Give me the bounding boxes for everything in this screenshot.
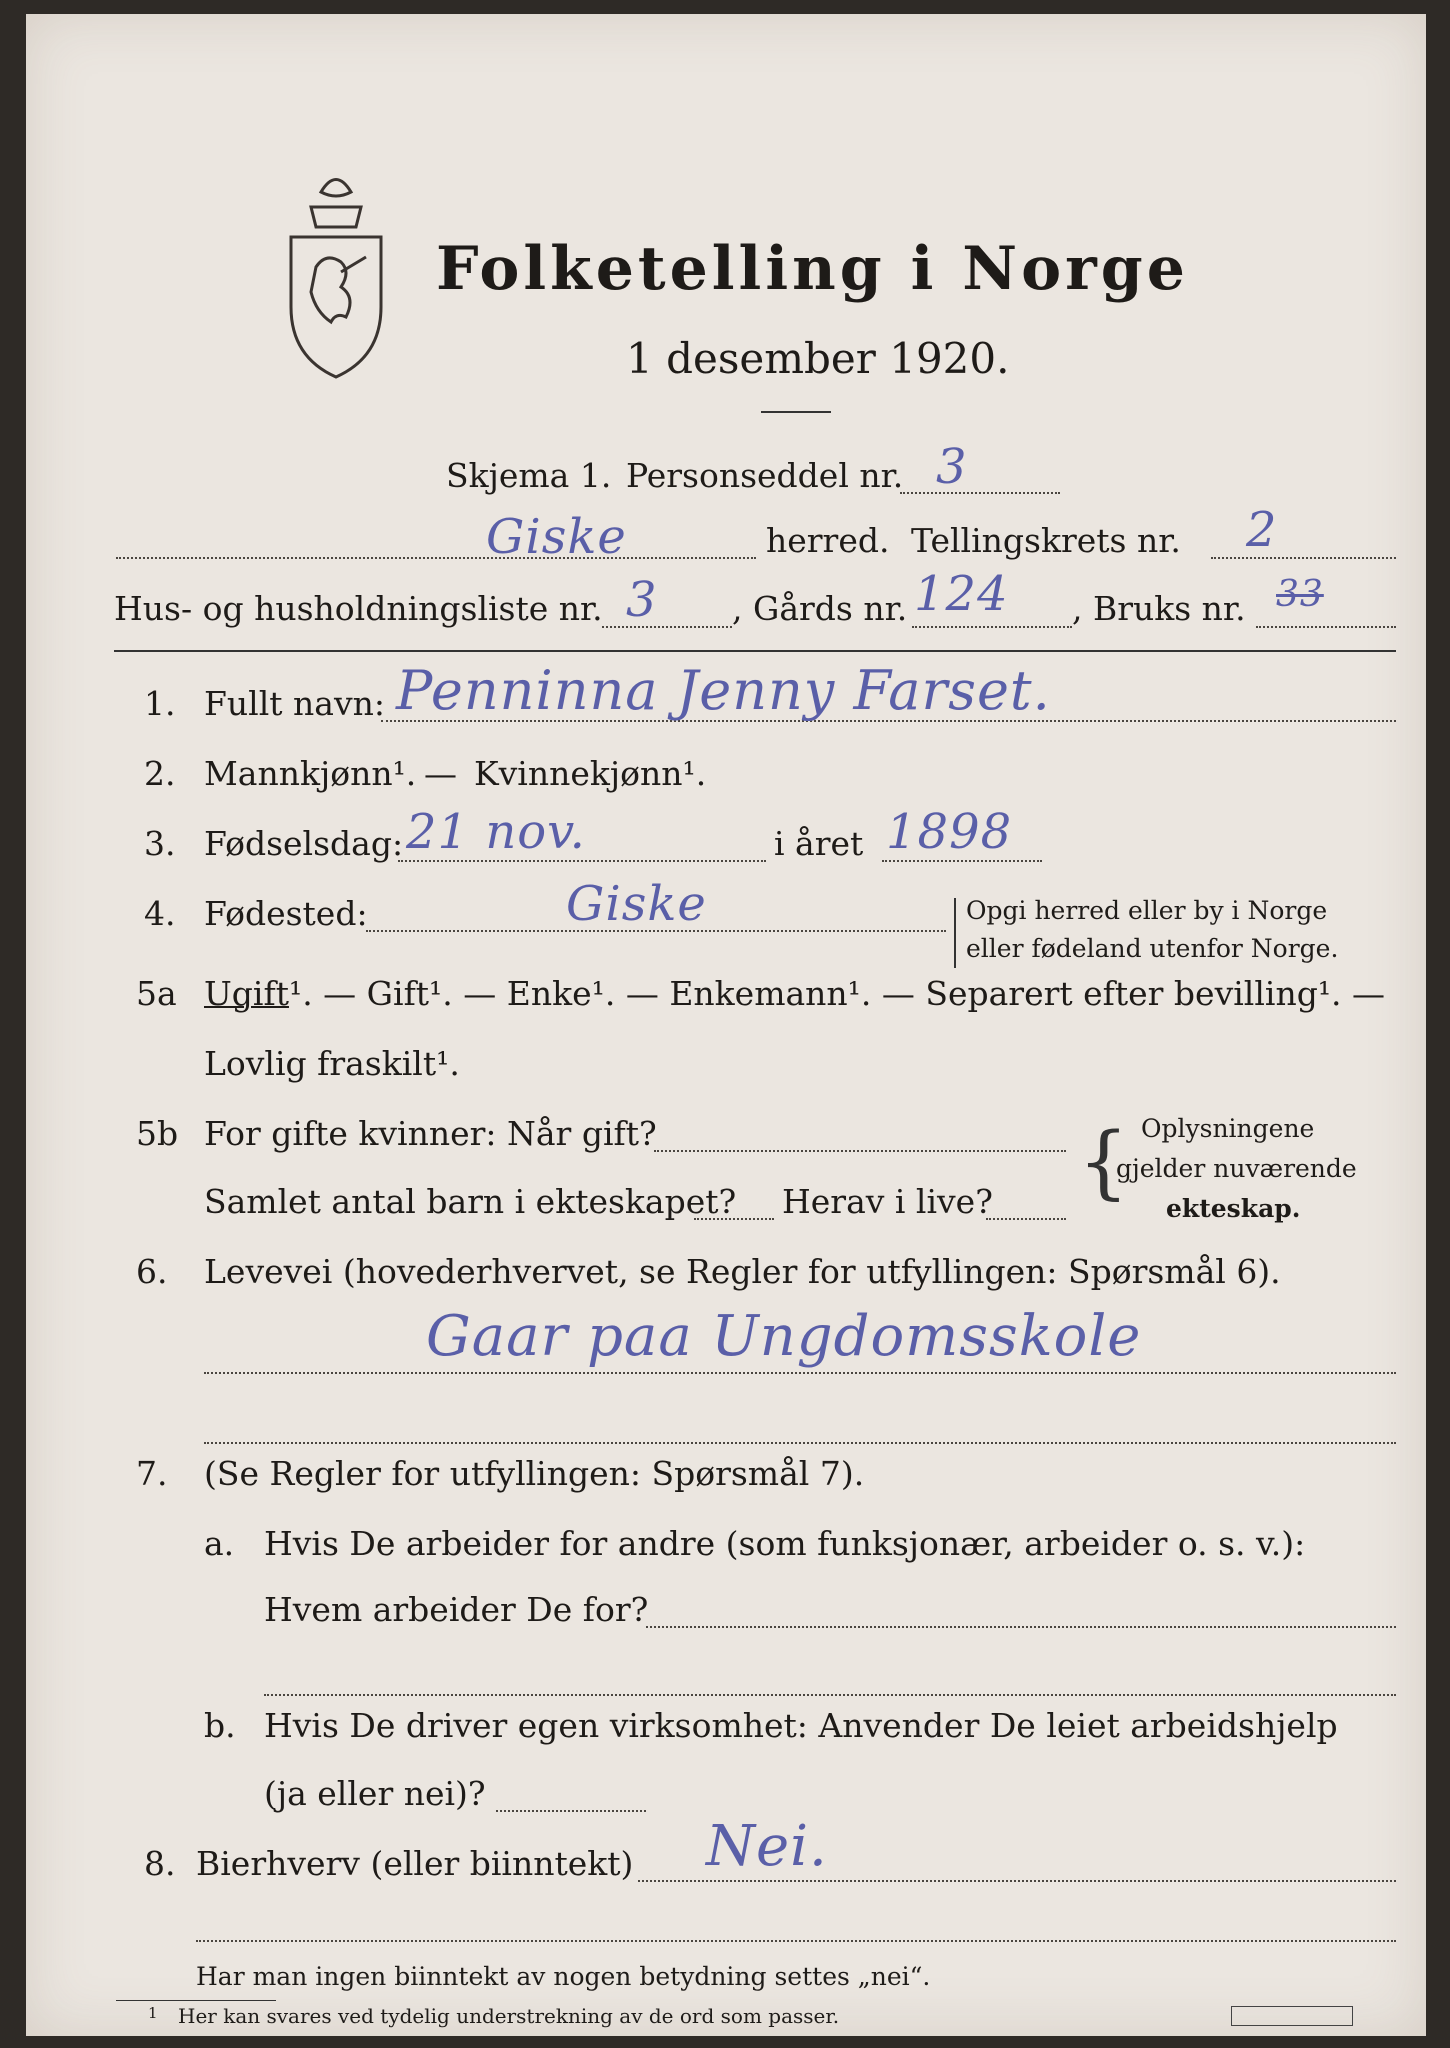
- q2-number: 2.: [144, 754, 176, 793]
- birth-year-value[interactable]: 1898: [886, 804, 1013, 860]
- q2-separator: —: [424, 754, 457, 793]
- q7a-line2: Hvem arbeider De for?: [264, 1590, 649, 1629]
- q8-note: Har man ingen biinntekt av nogen betydning settes „nei“.: [196, 1962, 931, 1991]
- schema-label: Skjema 1.: [446, 456, 612, 495]
- q7a-answer-line2: [264, 1694, 1396, 1696]
- birthplace-value[interactable]: Giske: [566, 876, 707, 932]
- q7b-answer-line: [496, 1810, 646, 1812]
- q5b-note-brace: {: [1078, 1115, 1129, 1208]
- q5a-ugift-option[interactable]: Ugift: [204, 974, 289, 1013]
- footnote-rule: [116, 2000, 276, 2001]
- q5b-note-line2: gjelder nuværende: [1116, 1154, 1357, 1183]
- full-name-value[interactable]: Penninna Jenny Farset.: [396, 659, 1051, 722]
- q5b-note-line3: ekteskap.: [1166, 1194, 1301, 1223]
- census-date: 1 desember 1920.: [626, 334, 1010, 383]
- q1-number: 1.: [144, 684, 176, 723]
- q6-label: Levevei (hovederhvervet, se Regler for utfyllingen: Spørsmål 6).: [204, 1252, 1281, 1291]
- q8-label: Bierhverv (eller biinntekt): [196, 1844, 634, 1883]
- norway-lion-crest-icon: [281, 162, 391, 382]
- herred-value[interactable]: Giske: [486, 509, 627, 565]
- q5b-note-line1: Oplysningene: [1141, 1114, 1315, 1143]
- birthday-value[interactable]: 21 nov.: [406, 804, 586, 860]
- gards-value[interactable]: 124: [914, 566, 1009, 622]
- q7-number: 7.: [136, 1454, 168, 1493]
- gards-line: [912, 626, 1072, 628]
- bruks-label: , Bruks nr.: [1072, 589, 1246, 628]
- tellingskrets-line: [1211, 557, 1396, 559]
- herred-label: herred.: [766, 521, 890, 560]
- q7-label: (Se Regler for utfyllingen: Spørsmål 7).: [204, 1454, 865, 1493]
- q4-note-bracket: [954, 898, 956, 968]
- q5a-number: 5a: [136, 974, 177, 1013]
- herred-line: [116, 557, 756, 559]
- q7b-line1: Hvis De driver egen virksomhet: Anvender De leiet arbeidshjelp: [264, 1706, 1338, 1745]
- census-form-sheet: [26, 14, 1426, 2036]
- q4-note-line2: eller fødeland utenfor Norge.: [966, 934, 1339, 963]
- q4-number: 4.: [144, 894, 176, 933]
- q5b-alive-label: Herav i live?: [782, 1182, 993, 1221]
- q3-year-line: [882, 860, 1042, 862]
- q3-line: [398, 860, 766, 862]
- q3-year-label: i året: [774, 824, 864, 863]
- footnote-marker: 1: [148, 2004, 158, 2022]
- q8-number: 8.: [144, 1844, 176, 1883]
- q5b-married-line: [654, 1150, 1066, 1152]
- printer-stamp: [1231, 2006, 1353, 2026]
- q6-line1: [204, 1372, 1396, 1374]
- hus-label: Hus- og husholdningsliste nr.: [114, 589, 603, 628]
- q7a-letter: a.: [204, 1524, 235, 1563]
- form-title: Folketelling i Norge: [436, 234, 1189, 304]
- q7a-line1: Hvis De arbeider for andre (som funksjonær, arbeider o. s. v.):: [264, 1524, 1306, 1563]
- header-rule: [114, 650, 1396, 652]
- q3-label: Fødselsdag:: [204, 824, 404, 863]
- bruks-value[interactable]: 33: [1276, 574, 1324, 615]
- q5a-line2[interactable]: Lovlig fraskilt¹.: [204, 1044, 460, 1083]
- footnote-text: Her kan svares ved tydelig understrekning av de ord som passer.: [178, 2004, 840, 2028]
- q5b-children-label: Samlet antal barn i ekteskapet?: [204, 1182, 737, 1221]
- q1-label: Fullt navn:: [204, 684, 385, 723]
- bruks-line: [1256, 626, 1396, 628]
- q8-line: [638, 1880, 1396, 1882]
- q5b-children-line: [694, 1218, 774, 1220]
- q2-mann[interactable]: Mannkjønn¹.: [204, 754, 417, 793]
- personseddel-label: Personseddel nr.: [626, 456, 904, 495]
- q2-kvinne[interactable]: Kvinnekjønn¹.: [474, 754, 707, 793]
- q7b-line2: (ja eller nei)?: [264, 1774, 486, 1813]
- q3-number: 3.: [144, 824, 176, 863]
- q5b-label: For gifte kvinner: Når gift?: [204, 1114, 657, 1153]
- q4-label: Fødested:: [204, 894, 368, 933]
- q5a-options: [204, 974, 1385, 1013]
- q5b-alive-line: [986, 1218, 1066, 1220]
- occupation-value[interactable]: Gaar paa Ungdomsskole: [426, 1304, 1142, 1369]
- q5b-number: 5b: [136, 1114, 179, 1153]
- tellingskrets-value[interactable]: 2: [1246, 502, 1278, 558]
- q8-line2: [196, 1940, 1396, 1942]
- title-divider: [761, 411, 831, 413]
- q4-note-line1: Opgi herred eller by i Norge: [966, 896, 1328, 925]
- secondary-income-value[interactable]: Nei.: [706, 1814, 828, 1879]
- q5a-other-options[interactable]: ¹. — Gift¹. — Enke¹. — Enkemann¹. — Separert efter bevilling¹. —: [288, 974, 1386, 1013]
- q6-number: 6.: [136, 1252, 168, 1291]
- hus-value[interactable]: 3: [626, 572, 658, 628]
- personseddel-line: [900, 492, 1060, 494]
- q6-line2: [204, 1442, 1396, 1444]
- hus-line: [602, 626, 732, 628]
- tellingskrets-label: Tellingskrets nr.: [911, 521, 1181, 560]
- q7b-letter: b.: [204, 1706, 236, 1745]
- personseddel-value[interactable]: 3: [936, 439, 968, 495]
- q7a-answer-line: [646, 1626, 1396, 1628]
- gards-label: , Gårds nr.: [732, 589, 908, 628]
